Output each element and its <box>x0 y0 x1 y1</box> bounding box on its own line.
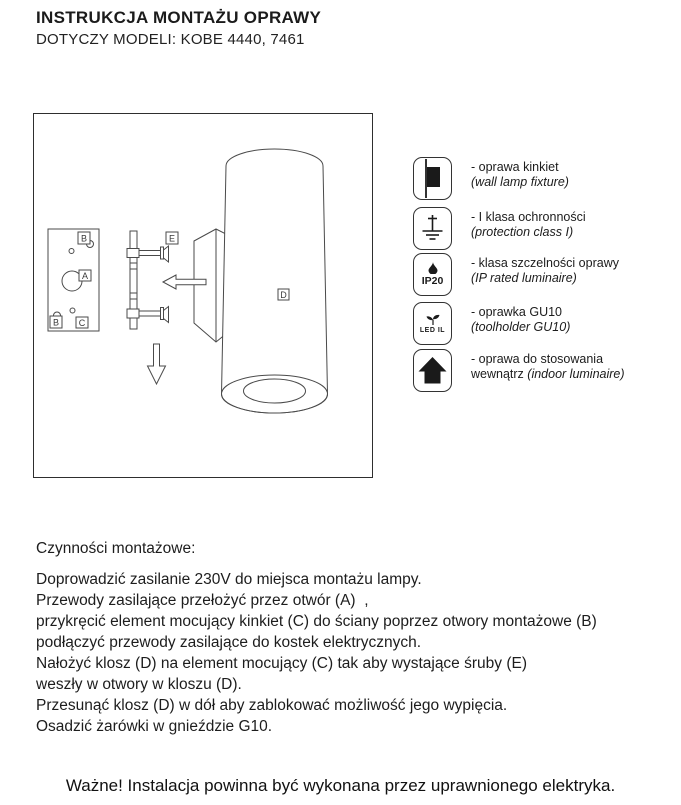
legend-label-en: wewnątrz (indoor luminaire) <box>471 367 625 381</box>
protection-class-icon <box>413 207 452 250</box>
legend-item-wall-lamp <box>413 157 569 200</box>
ip-rating-value: IP20 <box>421 275 444 287</box>
page-subtitle: DOTYCZY MODELI: KOBE 4440, 7461 <box>36 31 305 48</box>
assembly-diagram-box <box>33 113 373 478</box>
gu10-socket-icon <box>413 302 452 345</box>
legend-label-pl: - oprawa kinkiet <box>471 160 559 174</box>
instruction-line: Przewody zasilające przełożyć przez otwór (A) , <box>36 592 369 609</box>
legend-label-pl: - oprawka GU10 <box>471 305 563 319</box>
legend-item-gu10-socket <box>413 302 570 345</box>
plate-hole-label-b-bottom: B <box>52 317 60 328</box>
assembly-diagram <box>34 114 372 477</box>
ip-rating-icon <box>413 253 452 296</box>
house-icon <box>414 350 451 391</box>
instructions-body <box>36 569 597 737</box>
instructions-heading: Czynności montażowe: <box>36 540 196 557</box>
instruction-line: przykręcić element mocujący kinkiet (C) do ściany poprzez otwory montażowe (B) <box>36 613 597 630</box>
shade-label-d: D <box>280 290 287 300</box>
wall-lamp-icon <box>413 157 452 200</box>
wall-plate <box>48 229 99 331</box>
instruction-line: Osadzić żarówki w gnieździe G10. <box>36 718 273 735</box>
instruction-line: Doprowadzić zasilanie 230V do miejsca montażu lampy. <box>36 571 422 588</box>
instruction-line: weszły w otwory w kloszu (D). <box>36 676 242 693</box>
page-title: INSTRUKCJA MONTAŻU OPRAWY <box>36 8 322 27</box>
instruction-line: Przesunąć klosz (D) w dół aby zablokować możliwość jego wypięcia. <box>36 697 508 714</box>
legend-item-protection-class <box>413 207 586 250</box>
legend-label-en: (protection class I) <box>471 225 574 239</box>
legend-label-pl: - oprawa do stosowania <box>471 352 604 366</box>
instruction-line: podłączyć przewody zasilające do kostek elektrycznych. <box>36 634 422 651</box>
legend-label-pl: - I klasa ochronności <box>471 210 586 224</box>
indoor-use-icon <box>413 349 452 392</box>
legend-item-indoor-use <box>413 349 625 392</box>
water-drop-icon <box>428 262 438 274</box>
warning-text: Ważne! Instalacja powinna być wykonana przez uprawnionego elektryka. <box>65 776 616 795</box>
instruction-line: Nałożyć klosz (D) na element mocujący (C) tak aby wystające śruby (E) <box>36 655 527 672</box>
legend-label-pl: - klasa szczelności oprawy <box>471 256 619 270</box>
lamp-housing <box>194 229 227 342</box>
legend-label-en: (wall lamp fixture) <box>471 175 569 189</box>
screw-label-e: E <box>168 233 176 244</box>
earth-ground-icon <box>414 208 451 249</box>
plate-hole-label-a: A <box>81 271 89 281</box>
symbol-legend <box>413 157 669 407</box>
legend-label-en: (IP rated luminaire) <box>471 271 577 285</box>
plate-label-c: C <box>78 318 86 328</box>
mounting-instructions <box>36 541 597 737</box>
sprout-icon <box>425 314 441 325</box>
arrow-down-icon <box>148 344 166 384</box>
plate-hole-label-b-top: B <box>80 233 88 244</box>
header <box>36 8 321 49</box>
led-socket-label: LED IL <box>419 326 446 334</box>
lamp-shade <box>222 149 328 413</box>
legend-item-ip-rating <box>413 253 619 296</box>
legend-label-en: (toolholder GU10) <box>471 320 571 334</box>
